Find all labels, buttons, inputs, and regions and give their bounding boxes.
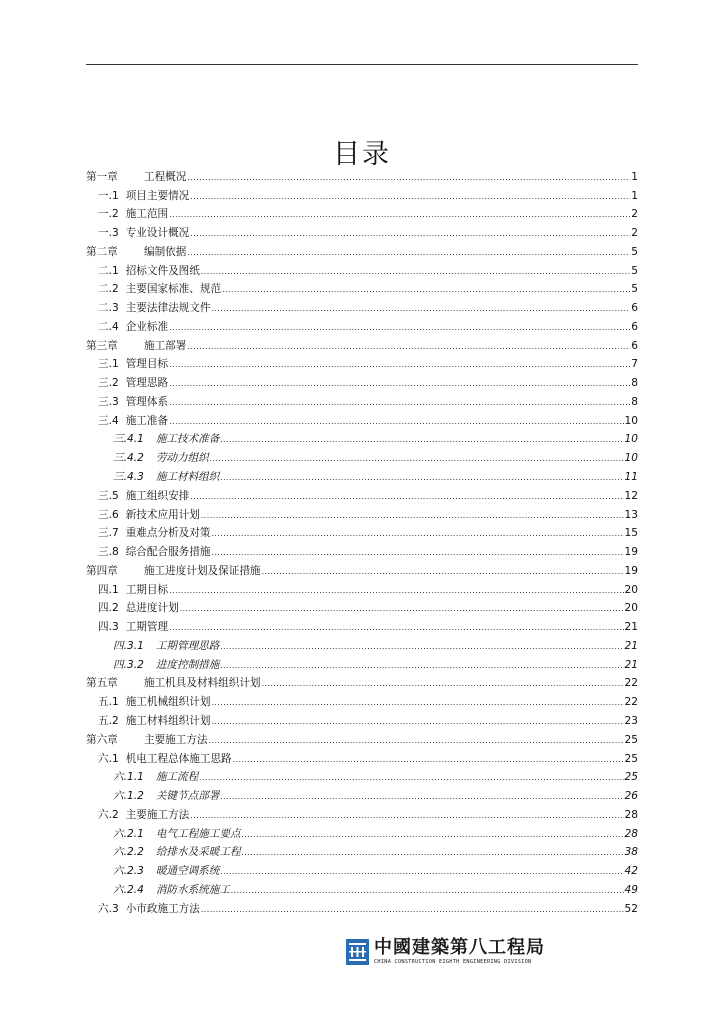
toc-entry-number: 第六章 [86, 733, 118, 746]
toc-entry-page: 6 [631, 339, 638, 352]
toc-entry-label: 施工机械组织计划 [125, 696, 211, 709]
toc-entry[interactable] [86, 371, 638, 390]
toc-entry[interactable] [86, 766, 638, 785]
toc-dot-leader [190, 491, 623, 503]
toc-dot-leader [180, 603, 624, 615]
toc-entry[interactable] [86, 259, 638, 278]
toc-entry-label: 施工进度计划及保证措施 [144, 564, 261, 577]
toc-entry-label: 工期管理思路 [155, 639, 220, 652]
toc-entry-page: 12 [624, 489, 638, 502]
toc-entry-page: 7 [631, 358, 638, 371]
toc-entry-number: 三.4.1 [113, 433, 144, 446]
toc-entry-page: 15 [624, 527, 638, 540]
toc-entry-number: 六.1.2 [113, 790, 144, 803]
toc-entry-page: 25 [624, 771, 638, 784]
toc-entry-page: 22 [624, 696, 638, 709]
toc-entry-label: 施工材料组织计划 [125, 714, 211, 727]
toc-entry-label: 管理体系 [125, 395, 169, 408]
toc-entry[interactable] [86, 484, 638, 503]
toc-dot-leader [169, 378, 630, 390]
toc-dot-leader [190, 228, 630, 240]
header-rule [86, 64, 638, 65]
toc-entry-page: 21 [624, 639, 638, 652]
toc-entry-page: 42 [624, 865, 638, 878]
toc-entry-number: 六.1.1 [113, 771, 144, 784]
toc-entry-number: 四.1 [98, 583, 119, 596]
toc-dot-leader [262, 678, 624, 690]
toc-entry-label: 总进度计划 [125, 602, 179, 615]
logo-chinese-name: 中國建築第八工程局 [374, 937, 545, 958]
toc-entry[interactable] [86, 784, 638, 803]
toc-entry-page: 10 [624, 433, 638, 446]
toc-dot-leader [201, 266, 630, 278]
toc-entry-label: 暖通空调系统 [155, 865, 220, 878]
toc-entry-page: 19 [624, 546, 638, 559]
toc-entry-page: 5 [631, 283, 638, 296]
toc-entry-number: 六.2.4 [113, 883, 144, 896]
toc-entry[interactable] [86, 240, 638, 259]
toc-entry-page: 2 [631, 227, 638, 240]
toc-entry[interactable] [86, 878, 638, 897]
toc-entry-number: 一.3 [98, 227, 119, 240]
toc-entry-label: 工期管理 [125, 621, 169, 634]
toc-entry-page: 20 [624, 602, 638, 615]
toc-entry-page: 20 [624, 583, 638, 596]
toc-entry[interactable] [86, 728, 638, 747]
toc-entry[interactable] [86, 503, 638, 522]
toc-entry[interactable] [86, 540, 638, 559]
toc-dot-leader [169, 622, 623, 634]
toc-entry[interactable] [86, 653, 638, 672]
toc-entry-label: 劳动力组织 [155, 452, 209, 465]
toc-entry[interactable] [86, 822, 638, 841]
toc-entry-number: 二.4 [98, 320, 119, 333]
toc-entry-page: 11 [624, 471, 638, 484]
toc-entry-label: 施工部署 [144, 339, 187, 352]
toc-entry[interactable] [86, 597, 638, 616]
toc-entry[interactable] [86, 634, 638, 653]
toc-entry-label: 管理目标 [125, 358, 169, 371]
toc-entry-number: 六.2.1 [113, 827, 144, 840]
toc-entry-page: 28 [624, 808, 638, 821]
logo-english-name: CHINA CONSTRUCTION EIGHTH ENGINEERING DIVISION [374, 959, 532, 965]
toc-dot-leader [169, 322, 630, 334]
toc-entry[interactable] [86, 203, 638, 222]
toc-dot-leader [211, 303, 630, 315]
toc-dot-leader [190, 810, 623, 822]
toc-entry[interactable] [86, 672, 638, 691]
toc-dot-leader [169, 416, 623, 428]
toc-entry-number: 四.2 [98, 602, 119, 615]
toc-entry[interactable] [86, 522, 638, 541]
toc-entry-label: 主要施工方法 [125, 808, 190, 821]
toc-entry-page: 6 [631, 302, 638, 315]
toc-entry[interactable] [86, 446, 638, 465]
toc-entry-label: 小市政施工方法 [125, 902, 200, 915]
toc-entry[interactable] [86, 897, 638, 916]
toc-entry[interactable] [86, 578, 638, 597]
toc-dot-leader [199, 772, 623, 784]
toc-entry-page: 21 [624, 658, 638, 671]
toc-entry-label: 施工技术准备 [155, 433, 220, 446]
toc-entry[interactable] [86, 428, 638, 447]
toc-dot-leader [220, 866, 623, 878]
toc-dot-leader [210, 453, 624, 465]
toc-entry-label: 消防水系统施工 [155, 883, 230, 896]
table-of-contents [86, 165, 638, 916]
toc-entry-label: 施工机具及材料组织计划 [144, 677, 261, 690]
toc-entry-number: 二.2 [98, 283, 119, 296]
toc-entry-page: 10 [624, 414, 638, 427]
toc-dot-leader [201, 904, 624, 916]
toc-entry-label: 工程概况 [144, 170, 187, 183]
toc-entry-number: 三.5 [98, 489, 119, 502]
toc-entry-label: 重难点分析及对策 [125, 527, 211, 540]
toc-entry-number: 四.3.1 [113, 639, 144, 652]
toc-entry-page: 28 [624, 827, 638, 840]
toc-entry-page: 52 [624, 902, 638, 915]
toc-entry-number: 六.2 [98, 808, 119, 821]
toc-entry-label: 企业标准 [125, 320, 169, 333]
toc-entry-number: 六.2.3 [113, 865, 144, 878]
toc-entry-page: 2 [631, 208, 638, 221]
toc-dot-leader [262, 566, 624, 578]
toc-entry-label: 管理思路 [125, 377, 169, 390]
toc-entry-page: 25 [624, 733, 638, 746]
toc-entry-label: 施工材料组织 [155, 471, 220, 484]
toc-entry-label: 主要法律法规文件 [125, 302, 211, 315]
toc-entry-page: 38 [624, 846, 638, 859]
toc-entry-page: 26 [624, 790, 638, 803]
toc-entry-number: 六.1 [98, 752, 119, 765]
toc-entry-label: 招标文件及图纸 [125, 264, 200, 277]
toc-dot-leader [169, 209, 630, 221]
toc-entry-page: 10 [624, 452, 638, 465]
toc-entry-number: 二.1 [98, 264, 119, 277]
toc-dot-leader [220, 641, 623, 653]
toc-dot-leader [211, 547, 623, 559]
toc-dot-leader [211, 697, 623, 709]
toc-dot-leader [209, 735, 624, 747]
toc-entry-label: 电气工程施工要点 [155, 827, 241, 840]
toc-entry-label: 主要施工方法 [144, 733, 208, 746]
toc-entry-page: 23 [624, 714, 638, 727]
toc-dot-leader [169, 397, 630, 409]
toc-dot-leader [211, 528, 623, 540]
toc-dot-leader [220, 434, 623, 446]
toc-entry-number: 三.4 [98, 414, 119, 427]
toc-entry-number: 第二章 [86, 245, 118, 258]
toc-entry-page: 6 [631, 320, 638, 333]
toc-entry-page: 8 [631, 395, 638, 408]
toc-dot-leader [220, 660, 623, 672]
toc-entry-label: 给排水及采暖工程 [155, 846, 241, 859]
toc-entry-page: 13 [624, 508, 638, 521]
toc-entry[interactable] [86, 390, 638, 409]
toc-entry[interactable] [86, 278, 638, 297]
toc-entry-label: 施工组织安排 [125, 489, 190, 502]
toc-entry-page: 22 [624, 677, 638, 690]
toc-entry-number: 第三章 [86, 339, 118, 352]
toc-entry-label: 新技术应用计划 [125, 508, 200, 521]
toc-entry-label: 施工范围 [125, 208, 169, 221]
toc-entry[interactable] [86, 559, 638, 578]
toc-entry-number: 六.2.2 [113, 846, 144, 859]
toc-entry-number: 第一章 [86, 170, 118, 183]
toc-entry-number: 三.2 [98, 377, 119, 390]
toc-dot-leader [242, 829, 624, 841]
toc-entry-number: 三.1 [98, 358, 119, 371]
toc-entry-label: 专业设计概况 [125, 227, 190, 240]
toc-entry-label: 施工准备 [125, 414, 169, 427]
toc-dot-leader [231, 885, 624, 897]
toc-entry-number: 三.6 [98, 508, 119, 521]
toc-dot-leader [220, 472, 623, 484]
toc-dot-leader [169, 359, 630, 371]
toc-entry-page: 5 [631, 245, 638, 258]
toc-entry[interactable] [86, 841, 638, 860]
toc-dot-leader [169, 585, 623, 597]
toc-entry-page: 5 [631, 264, 638, 277]
toc-entry-label: 主要国家标准、规范 [125, 283, 222, 296]
toc-entry[interactable] [86, 465, 638, 484]
toc-entry[interactable] [86, 859, 638, 878]
toc-entry-number: 四.3 [98, 621, 119, 634]
toc-entry-page: 8 [631, 377, 638, 390]
toc-entry[interactable] [86, 353, 638, 372]
toc-entry-number: 三.7 [98, 527, 119, 540]
toc-entry-label: 进度控制措施 [155, 658, 220, 671]
toc-dot-leader [201, 510, 624, 522]
toc-entry-number: 三.3 [98, 395, 119, 408]
toc-entry-number: 第四章 [86, 564, 118, 577]
toc-dot-leader [187, 341, 630, 353]
toc-entry-number: 一.1 [98, 189, 119, 202]
toc-entry-page: 21 [624, 621, 638, 634]
toc-dot-leader [211, 716, 623, 728]
toc-entry-number: 六.3 [98, 902, 119, 915]
toc-entry-label: 编制依据 [144, 245, 187, 258]
toc-entry[interactable] [86, 747, 638, 766]
toc-entry-page: 1 [631, 189, 638, 202]
toc-entry[interactable] [86, 184, 638, 203]
toc-entry-number: 四.3.2 [113, 658, 144, 671]
toc-entry[interactable] [86, 334, 638, 353]
toc-entry-number: 三.4.2 [113, 452, 144, 465]
toc-entry-label: 机电工程总体施工思路 [125, 752, 232, 765]
toc-entry-number: 一.2 [98, 208, 119, 221]
toc-entry[interactable] [86, 409, 638, 428]
toc-entry[interactable] [86, 296, 638, 315]
toc-entry[interactable] [86, 690, 638, 709]
toc-dot-leader [220, 791, 623, 803]
toc-entry-page: 19 [624, 564, 638, 577]
toc-entry-number: 五.1 [98, 696, 119, 709]
toc-dot-leader [190, 191, 630, 203]
toc-entry[interactable] [86, 615, 638, 634]
toc-dot-leader [187, 172, 630, 184]
toc-entry[interactable] [86, 221, 638, 240]
toc-entry-page: 1 [631, 170, 638, 183]
toc-entry-label: 工期目标 [125, 583, 169, 596]
toc-dot-leader [233, 754, 624, 766]
toc-entry-number: 三.8 [98, 546, 119, 559]
toc-entry-number: 第五章 [86, 677, 118, 690]
company-logo [346, 938, 545, 966]
toc-dot-leader [222, 284, 630, 296]
toc-entry-number: 二.3 [98, 302, 119, 315]
toc-dot-leader [242, 847, 624, 859]
toc-entry-label: 关键节点部署 [155, 790, 220, 803]
toc-entry-label: 综合配合服务措施 [125, 546, 211, 559]
toc-entry[interactable] [86, 803, 638, 822]
toc-dot-leader [187, 247, 630, 259]
toc-entry-label: 项目主要情况 [125, 189, 190, 202]
toc-entry[interactable] [86, 315, 638, 334]
toc-entry[interactable] [86, 709, 638, 728]
toc-entry-number: 三.4.3 [113, 471, 144, 484]
toc-entry[interactable] [86, 165, 638, 184]
toc-entry-number: 五.2 [98, 714, 119, 727]
cscec-logo-icon [346, 939, 369, 965]
toc-entry-label: 施工流程 [155, 771, 199, 784]
page-title: 目录 [333, 139, 391, 171]
toc-entry-page: 49 [624, 883, 638, 896]
toc-entry-page: 25 [624, 752, 638, 765]
